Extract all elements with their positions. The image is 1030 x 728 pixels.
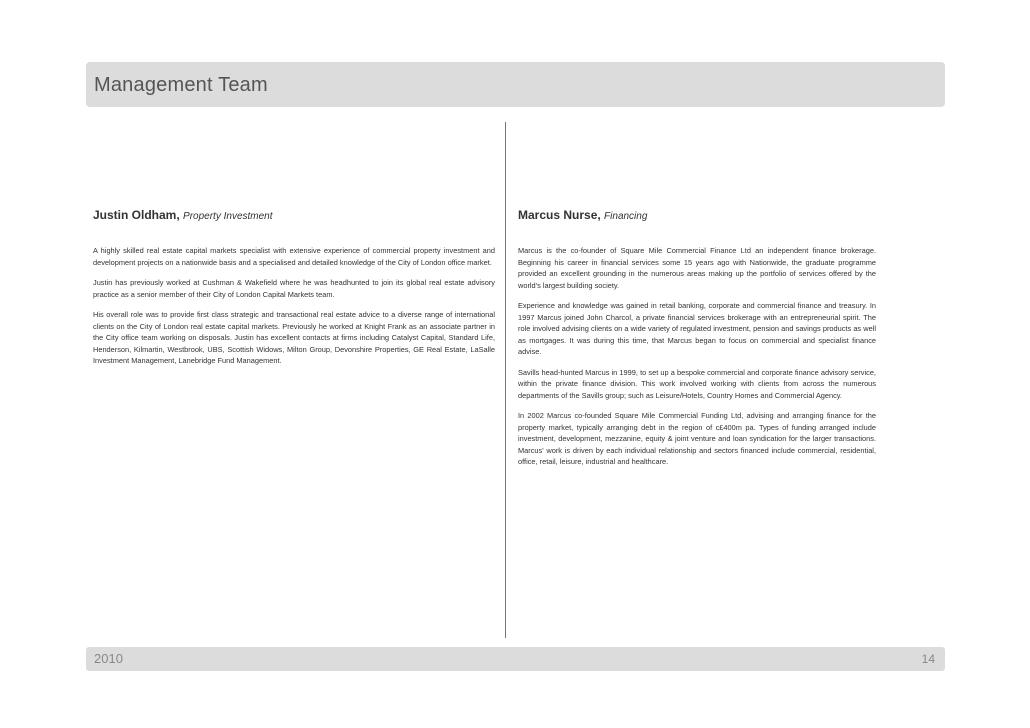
bio-paragraph: Experience and knowledge was gained in retail banking, corporate and commercial finance and treasury. In 1997 Marcus joined John Charcol, a private financial services brokerage with an entrepreneurial spirit. The role involved advising clients on a wide variety of regulated investment, pension and savings products as well as mortgages. It was during this time, that Marcus began to focus on commercial and specialist finance advise.	[518, 301, 876, 356]
person-role: Property Investment	[183, 211, 273, 222]
bio-paragraph: Justin has previously worked at Cushman & Wakefield where he was headhunted to join its global real estate advisory practice as a senior member of their City of London Capital Markets team.	[93, 278, 495, 299]
footer-bar	[86, 647, 945, 671]
bio-paragraph: His overall role was to provide first class strategic and transactional real estate advice to a diverse range of international clients on the City of London real estate capital markets. Previously he worked at Knight Frank as an associate partner in the City office team working on disposals. Justin has excellent contacts at firms including Catalyst Capital, Standard Life, Henderson, Kilmartin, Westbrook, UBS, Scottish Widows, Milton Group, Devonshire Properties, GE Real Estate, LaSalle Investment Management, Lanebridge Fund Management.	[93, 310, 495, 365]
person-role: Financing	[604, 211, 648, 222]
profile-marcus-nurse	[518, 208, 876, 477]
person-name: Justin Oldham,	[93, 208, 180, 222]
person-heading	[518, 208, 876, 222]
column-divider	[505, 122, 506, 638]
bio-paragraph: In 2002 Marcus co-founded Square Mile Commercial Funding Ltd, advising and arranging finance for the property market, typically arranging debt in the region of c£400m pa. Types of funding arranged include investment, development, mezzanine, equity & joint venture and loan syndication for the larger transactions. Marcus' work is driven by each individual relationship and sectors financed include commercial, residential, office, retail, leisure, industrial and healthcare.	[518, 411, 876, 466]
person-heading	[93, 208, 495, 222]
bio-paragraph: Savills head-hunted Marcus in 1999, to set up a bespoke commercial and corporate finance advisory service, within the private finance division. This work involved working with clients from across the numerous departments of the Savills group; such as Leisure/Hotels, Country Homes and Commercial Agency.	[518, 367, 876, 400]
bio-paragraph: A highly skilled real estate capital markets specialist with extensive experience of commercial property investment and development projects on a nationwide basis and a specialised and detailed knowledge of the City of London office market.	[93, 246, 495, 267]
profile-justin-oldham	[93, 208, 495, 376]
bio-text	[518, 245, 876, 468]
bio-text	[93, 245, 495, 367]
header-bar	[86, 62, 945, 107]
page-number: 14	[921, 652, 935, 666]
footer-year: 2010	[94, 651, 123, 666]
page-title: Management Team	[94, 74, 268, 96]
bio-paragraph: Marcus is the co-founder of Square Mile Commercial Finance Ltd an independent finance brokerage. Beginning his career in financial services some 15 years ago with Nationwide, the graduate programme provided an excellent grounding in the numerous areas making up the portfolio of services offered by the world's largest building society.	[518, 246, 876, 290]
person-name: Marcus Nurse,	[518, 208, 601, 222]
